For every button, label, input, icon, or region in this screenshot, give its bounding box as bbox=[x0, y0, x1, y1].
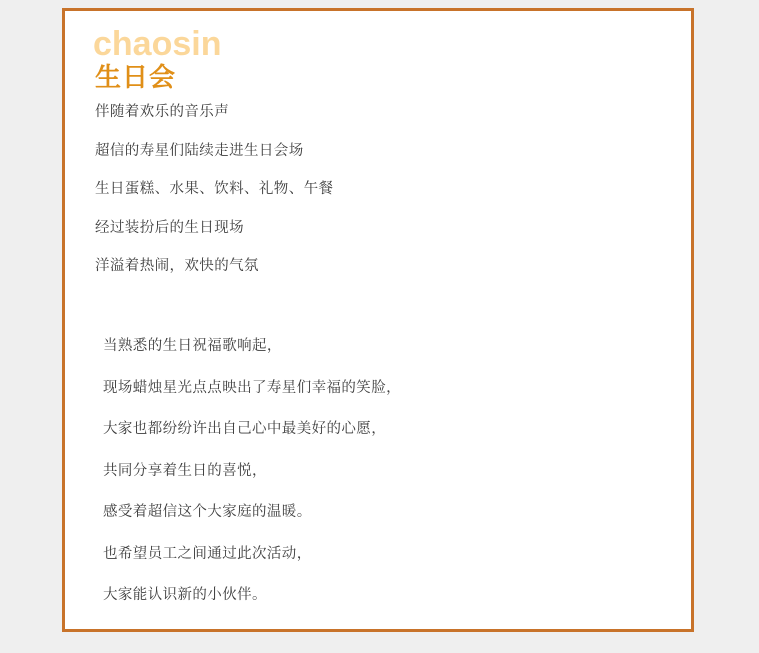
intro-line: 经过装扮后的生日现场 bbox=[95, 219, 244, 236]
body-line: 当熟悉的生日祝福歌响起， bbox=[103, 338, 282, 354]
body-line: 大家也都纷纷许出自己心中最美好的心愿， bbox=[103, 421, 387, 437]
body-line: 大家能认识新的小伙伴。 bbox=[103, 587, 267, 603]
body-line: 现场蜡烛星光点点映出了寿星们幸福的笑脸， bbox=[103, 379, 401, 396]
body-line: 共同分享着生日的喜悦， bbox=[103, 462, 267, 479]
body-paragraph-block bbox=[103, 339, 663, 603]
intro-line: 伴随着欢乐的音乐声 bbox=[95, 104, 230, 120]
watermark-text: chaosin bbox=[93, 25, 222, 63]
intro-line: 洋溢着热闹，欢快的气氛 bbox=[95, 258, 259, 274]
body-line: 感受着超信这个大家庭的温暖。 bbox=[103, 504, 312, 520]
intro-paragraph-block bbox=[95, 105, 655, 274]
body-line: 也希望员工之间通过此次活动， bbox=[103, 545, 312, 562]
document-page-inner bbox=[65, 11, 691, 629]
intro-line: 生日蛋糕、水果、饮料、礼物、午餐 bbox=[95, 181, 334, 197]
page-title: 生日会 bbox=[95, 62, 177, 93]
intro-line: 超信的寿星们陆续走进生日会场 bbox=[95, 142, 304, 159]
document-page bbox=[62, 8, 694, 632]
